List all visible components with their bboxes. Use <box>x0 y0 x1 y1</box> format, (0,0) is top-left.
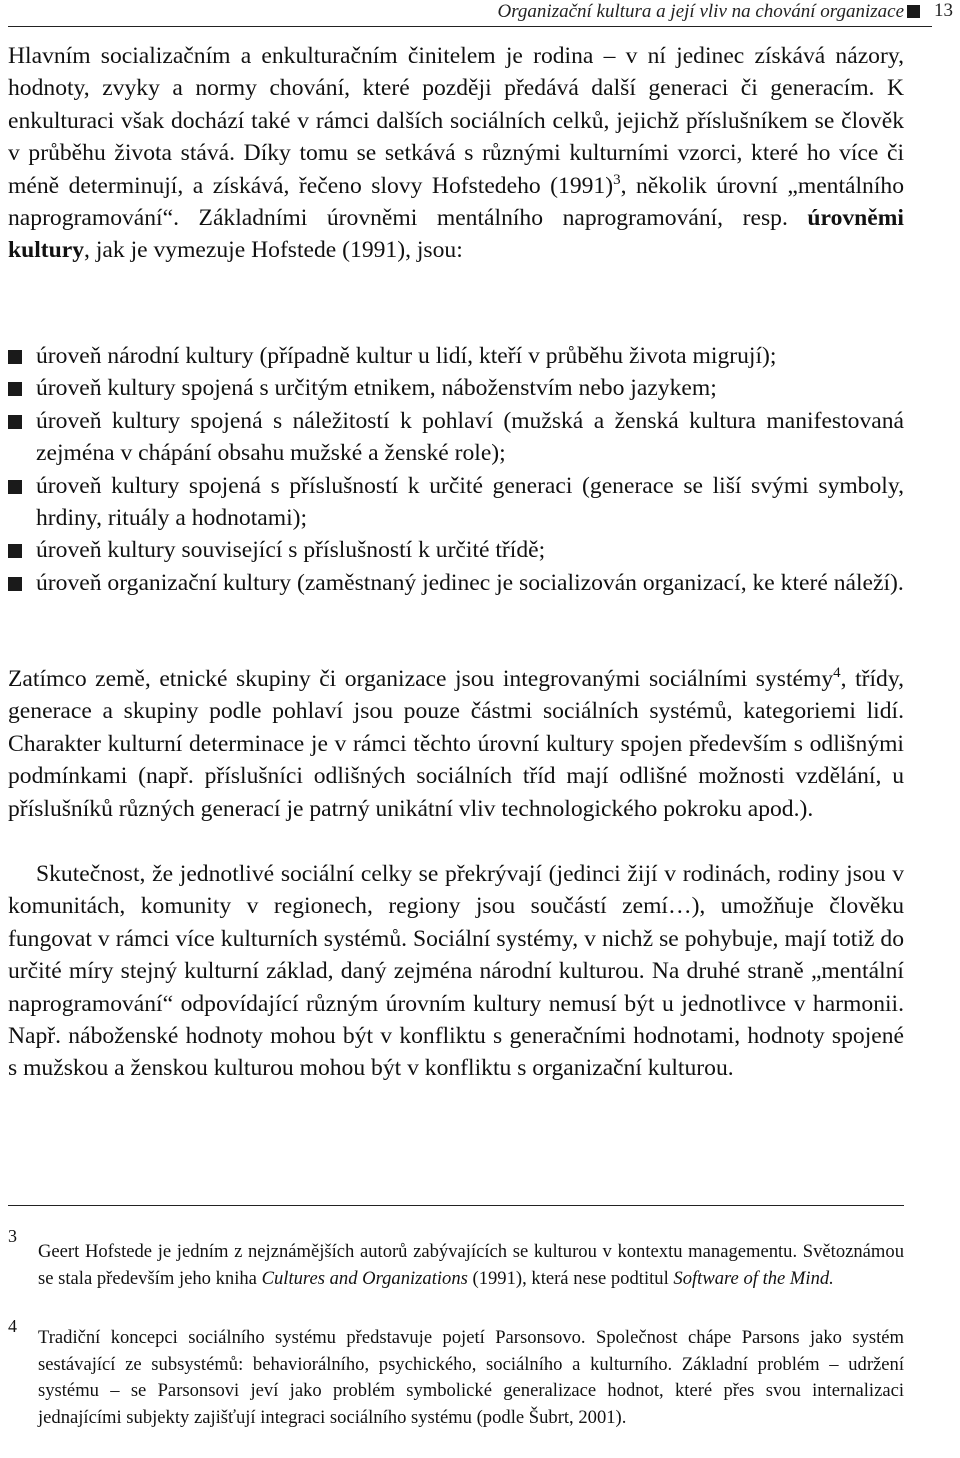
footnote-3-text-a: Geert Hofstede je jedním z nejznámějších autorů zabývajících se kulturou v kontextu managementu. Světoznámou se stala především jeho kniha <box>38 1241 904 1289</box>
footnote-3-book-title: Cultures and Organizations <box>261 1267 468 1289</box>
footnote-4-text: Tradiční koncepci sociálního systému představuje pojetí Parsonsovo. Společnost chápe Parsons jako systém sestávající ze subsystémů: behaviorálního, psychického, sociálního a kulturního. Základní problém – udržení systému – se Parsonsovi jeví jako problém symbolické generalizace hodnot, které přes svou internalizaci jednajícími subjekty zajišťují integraci sociálního systému (podle Šubrt, 2001). <box>38 1327 904 1428</box>
p2-text-b: , třídy, generace a skupiny podle pohlaví jsou pouze částmi sociálních systémů, kategoriemi lidí. Charakter kulturní determinace je v rámci těchto úrovní kultury spojen především s odlišnými podmínkami (např. příslušníci odlišných sociálních tříd mají odlišné možnosti vzdělání, u příslušníků různých generací je patrný unikátní vliv technologického pokroku apod.). <box>8 666 905 822</box>
p1-text-a: Hlavním socializačním a enkulturačním činitelem je rodina – v ní jedinec získává názory, hodnoty, zvyky a normy chování, které později předává další generaci či generacím. K enkulturaci však dochází také v rámci dalších sociálních celků, jejichž příslušníkem se člověk v průběhu života stává. Díky tomu se setkává s různými kulturními vzorci, které ho více či méně determinují, a získává, řečeno slovy Hofstedeho (1991) <box>8 43 904 199</box>
list-item-text: úroveň organizační kultury (zaměstnaný jedinec je socializován organizací, ke které náleží). <box>36 569 904 596</box>
header-square-icon <box>907 5 920 18</box>
list-item-text: úroveň kultury spojená s určitým etnikem, náboženstvím nebo jazykem; <box>36 375 717 402</box>
square-bullet-icon <box>8 350 22 364</box>
footnote-rule <box>8 1205 904 1206</box>
square-bullet-icon <box>8 480 22 494</box>
running-header <box>0 0 960 26</box>
square-bullet-icon <box>8 415 22 429</box>
header-rule <box>8 26 932 27</box>
footnote-ref-3[interactable]: 3 <box>613 171 621 188</box>
paragraph-social-systems <box>8 663 904 825</box>
culture-levels-list <box>8 340 904 599</box>
p1-bold-term: úrovněmi kultury <box>8 205 904 264</box>
list-item <box>8 372 904 404</box>
list-item-text: úroveň kultury spojená s náležitostí k pohlaví (mužská a ženská kultura manifestovaná zejména v chápání obsahu mužské a ženské role); <box>36 407 904 467</box>
square-bullet-icon <box>8 544 22 558</box>
footnote-4 <box>38 1325 904 1431</box>
list-item-text: úroveň kultury spojená s příslušností k určité generaci (generace se liší svými symboly, hrdiny, rituály a hodnotami); <box>36 472 904 532</box>
page-number: 13 <box>934 0 953 21</box>
p1-text-c: , jak je vymezuje Hofstede (1991), jsou: <box>84 237 463 264</box>
footnote-3 <box>38 1239 904 1292</box>
list-item-text: úroveň národní kultury (případně kultur u lidí, kteří v průběhu života migrují); <box>36 343 777 369</box>
square-bullet-icon <box>8 382 22 396</box>
list-item-text: úroveň kultury související s příslušností k určité třídě; <box>36 537 546 564</box>
list-item <box>8 567 904 599</box>
paragraph-socialization <box>8 40 904 267</box>
p2-text-a: Zatímco země, etnické skupiny či organizace jsou integrovanými sociálními systémy <box>8 666 834 692</box>
p1-text-b: , několik úrovní „mentálního naprogramování“. Základními úrovněmi mentálního naprogramování, resp. <box>8 172 904 232</box>
footnote-3-subtitle: Software of the Mind. <box>673 1267 834 1289</box>
footnote-mark-4: 4 <box>8 1316 17 1336</box>
list-item <box>8 405 904 470</box>
list-item <box>8 534 904 566</box>
list-item <box>8 340 904 372</box>
footnote-3-text-b: (1991), která nese podtitul <box>467 1267 674 1289</box>
footnote-mark-3: 3 <box>8 1226 17 1246</box>
running-header-title: Organizační kultura a její vliv na chování organizace <box>497 1 904 22</box>
list-item <box>8 470 904 535</box>
paragraph-overlap: Skutečnost, že jednotlivé sociální celky se překrývají (jedinci žijí v rodinách, rodiny jsou v komunitách, komunity v regionech, regiony jsou součástí zemí…), umožňuje člověku fungovat v rámci více kulturních systémů. Sociální systémy, v nichž se pohybuje, mají totiž do určité míry stejný kulturní základ, daný zejména národní kulturou. Na druhé straně „mentální naprogramování“ odpovídající různým úrovním kultury nemusí být u jednotlivce v harmonii. Např. náboženské hodnoty mohou být v konfliktu s generačními hodnotami, hodnoty spojené s mužskou a ženskou kulturou mohou být v konfliktu s organizační kulturou. <box>8 861 904 1082</box>
footnote-ref-4[interactable]: 4 <box>833 665 841 682</box>
square-bullet-icon <box>8 577 22 591</box>
